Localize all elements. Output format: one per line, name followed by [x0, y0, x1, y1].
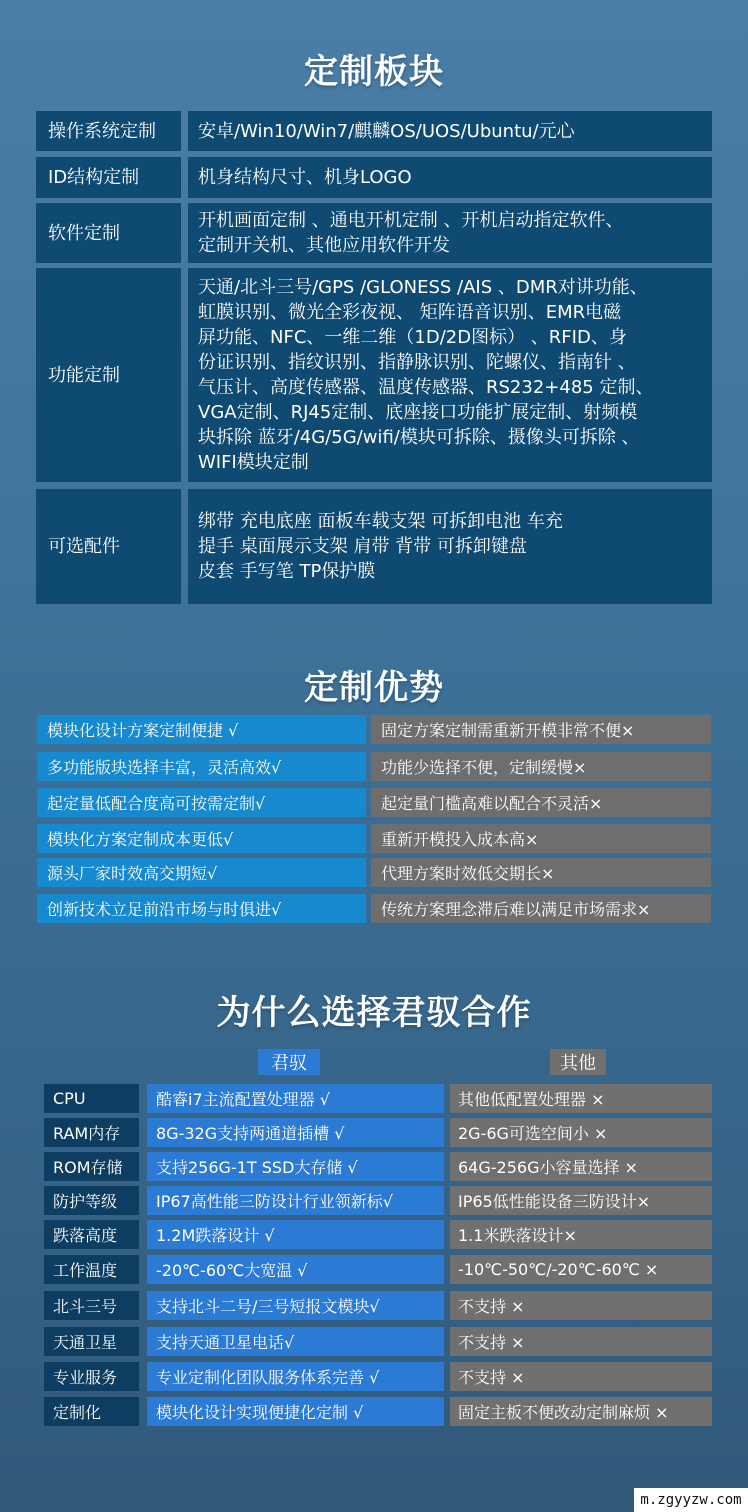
advantage-row: [37, 788, 711, 817]
compare-row-protection: [44, 1186, 712, 1215]
compare-row-customization: [44, 1397, 712, 1426]
custom-row-label: 可选配件: [36, 489, 181, 604]
compare-row-others: IP65低性能设备三防设计×: [450, 1186, 712, 1215]
custom-row-accessories: [36, 489, 712, 604]
advantage-row: [37, 858, 711, 887]
custom-row-label: ID结构定制: [36, 157, 181, 198]
custom-row-content: 机身结构尺寸、机身LOGO: [188, 157, 712, 198]
compare-row-others: 1.1米跌落设计×: [450, 1220, 712, 1249]
custom-row-content: 绑带 充电底座 面板车载支架 可拆卸电池 车充 提手 桌面展示支架 肩带 背带 可拆卸键盘 皮套 手写笔 TP保护膜: [188, 489, 712, 604]
compare-row-ours: 专业定制化团队服务体系完善 √: [147, 1362, 444, 1391]
compare-row-others: -10℃-50℃/-20℃-60℃ ×: [450, 1255, 712, 1284]
compare-row-drop: [44, 1220, 712, 1249]
advantage-ours: 多功能版块选择丰富，灵活高效√: [37, 752, 366, 781]
advantage-others: 重新开模投入成本高×: [371, 824, 711, 853]
section2-title: 定制优势: [304, 668, 444, 708]
advantage-row: [37, 715, 711, 744]
compare-row-ours: IP67高性能三防设计行业领新标√: [147, 1186, 444, 1215]
compare-row-ours: 8G-32G支持两通道插槽 √: [147, 1118, 444, 1147]
section1-title: 定制板块: [304, 52, 444, 92]
advantage-row: [37, 824, 711, 853]
compare-row-ours: 酷睿i7主流配置处理器 √: [147, 1084, 444, 1113]
advantage-row: [37, 894, 711, 923]
compare-row-tiantong: [44, 1327, 712, 1356]
custom-row-label: 软件定制: [36, 203, 181, 263]
custom-row-os: [36, 111, 712, 151]
advantage-others: 功能少选择不便，定制缓慢×: [371, 752, 711, 781]
advantage-others: 固定方案定制需重新开模非常不便×: [371, 715, 711, 744]
compare-row-label: 跌落高度: [44, 1220, 139, 1249]
compare-row-ours: 模块化设计实现便捷化定制 √: [147, 1397, 444, 1426]
advantage-ours: 模块化方案定制成本更低√: [37, 824, 366, 853]
custom-row-content: 安卓/Win10/Win7/麒麟OS/UOS/Ubuntu/元心: [188, 111, 712, 151]
compare-row-others: 不支持 ×: [450, 1327, 712, 1356]
advantage-others: 起定量门槛高难以配合不灵活×: [371, 788, 711, 817]
compare-row-ram: [44, 1118, 712, 1147]
advantage-row: [37, 752, 711, 781]
custom-row-id-structure: [36, 157, 712, 198]
custom-row-content: 开机画面定制 、通电开机定制 、开机启动指定软件、 定制开关机、其他应用软件开发: [188, 203, 712, 263]
compare-row-others: 2G-6G可选空间小 ×: [450, 1118, 712, 1147]
custom-row-software: [36, 203, 712, 263]
compare-row-label: RAM内存: [44, 1118, 139, 1147]
compare-row-cpu: [44, 1084, 712, 1113]
compare-row-beidou: [44, 1291, 712, 1320]
compare-row-label: 工作温度: [44, 1255, 139, 1284]
compare-row-ours: 支持天通卫星电话√: [147, 1327, 444, 1356]
compare-row-others: 其他低配置处理器 ×: [450, 1084, 712, 1113]
compare-row-service: [44, 1362, 712, 1391]
compare-header-ours: 君驭: [258, 1049, 320, 1075]
compare-row-others: 64G-256G小容量选择 ×: [450, 1152, 712, 1181]
compare-header-others: 其他: [550, 1049, 606, 1075]
advantage-others: 代理方案时效低交期长×: [371, 858, 711, 887]
compare-row-ours: 支持北斗二号/三号短报文模块√: [147, 1291, 444, 1320]
custom-row-content: 天通/北斗三号/GPS /GLONESS /AIS 、DMR对讲功能、 虹膜识别、微光全彩夜视、 矩阵语音识别、EMR电磁 屏功能、NFC、一维二维（1D/2D图标） 、RFID、身 份证识别、指纹识别、指静脉识别、陀螺仪、指南针 、 气压计、高度传感器、温度传感器、RS232+485 定制、 VGA定制、RJ45定制、底座接口功能扩展定制、射频模 块拆除 蓝牙/4G/5G/wifi/模块可拆除、摄像头可拆除 、 WIFI模块定制: [188, 268, 712, 482]
compare-row-others: 固定主板不便改动定制麻烦 ×: [450, 1397, 712, 1426]
custom-row-function: [36, 268, 712, 482]
advantage-ours: 起定量低配合度高可按需定制√: [37, 788, 366, 817]
compare-row-rom: [44, 1152, 712, 1181]
compare-row-label: 专业服务: [44, 1362, 139, 1391]
compare-row-temperature: [44, 1255, 712, 1284]
site-watermark: m.zgyyzw.com: [634, 1488, 748, 1512]
compare-row-others: 不支持 ×: [450, 1291, 712, 1320]
advantage-ours: 创新技术立足前沿市场与时俱进√: [37, 894, 366, 923]
section3-title: 为什么选择君驭合作: [216, 993, 532, 1033]
compare-row-label: ROM存储: [44, 1152, 139, 1181]
compare-row-ours: -20℃-60℃大宽温 √: [147, 1255, 444, 1284]
compare-row-label: 防护等级: [44, 1186, 139, 1215]
custom-row-label: 操作系统定制: [36, 111, 181, 151]
compare-row-ours: 1.2M跌落设计 √: [147, 1220, 444, 1249]
compare-row-label: CPU: [44, 1084, 139, 1113]
compare-row-label: 天通卫星: [44, 1327, 139, 1356]
compare-row-label: 北斗三号: [44, 1291, 139, 1320]
advantage-others: 传统方案理念滞后难以满足市场需求×: [371, 894, 711, 923]
custom-row-label: 功能定制: [36, 268, 181, 482]
compare-row-ours: 支持256G-1T SSD大存储 √: [147, 1152, 444, 1181]
compare-row-label: 定制化: [44, 1397, 139, 1426]
advantage-ours: 源头厂家时效高交期短√: [37, 858, 366, 887]
compare-row-others: 不支持 ×: [450, 1362, 712, 1391]
advantage-ours: 模块化设计方案定制便捷 √: [37, 715, 366, 744]
